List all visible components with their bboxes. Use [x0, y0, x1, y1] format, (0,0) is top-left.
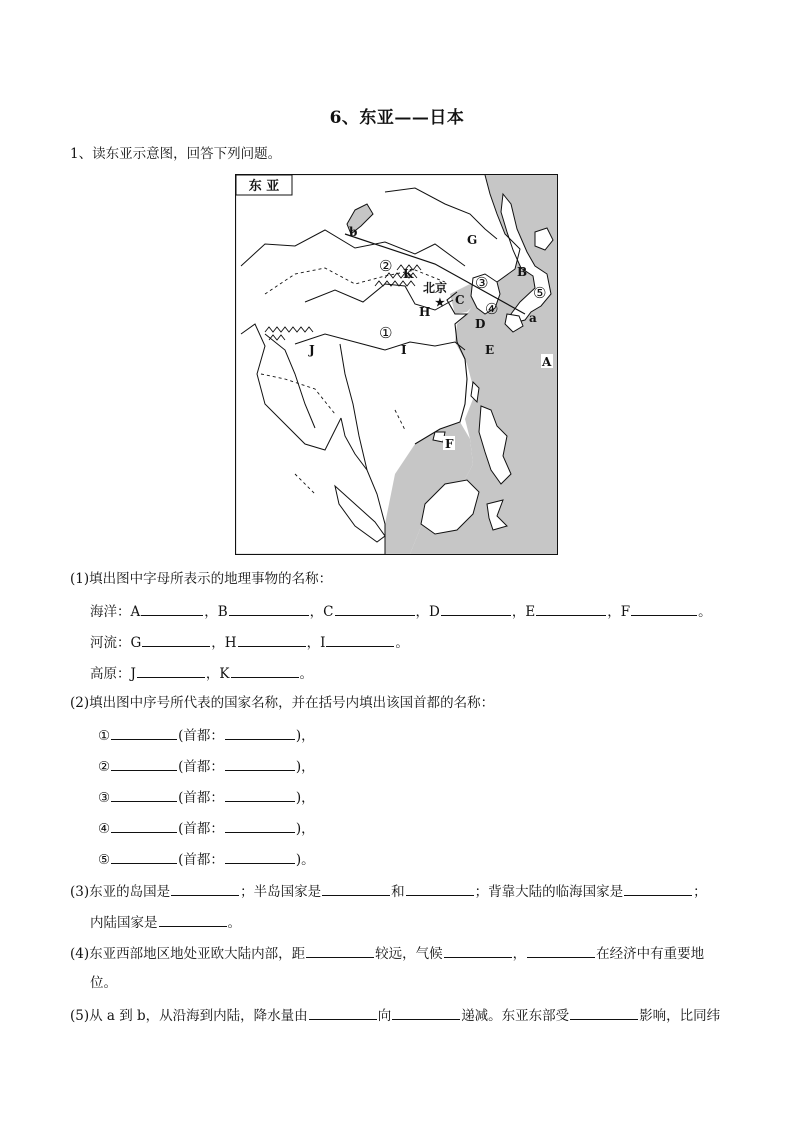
answer-blank[interactable] [441, 601, 511, 616]
answer-blank[interactable] [406, 881, 474, 896]
part-2-stem: (2)填出图中序号所代表的国家名称，并在括号内填出该国首都的名称： [70, 695, 495, 711]
map-circle-2: ② [379, 257, 393, 275]
answer-blank[interactable] [137, 663, 205, 678]
answer-blank[interactable] [141, 601, 203, 616]
city-label-beijing: 北京 [423, 281, 448, 295]
part-2-row-5: ⑤ (首都： )。 [98, 849, 315, 869]
answer-blank[interactable] [309, 1005, 377, 1020]
part-4-line-1: (4)东亚西部地区地处亚欧大陆内部，距 较远，气候 ， 在经济中有重要地 [70, 943, 704, 963]
answer-blank[interactable] [225, 787, 295, 802]
part-1-river-row: 河流：G ，H ，I 。 [90, 632, 409, 652]
part-2-row-1: ① (首都： )， [98, 725, 315, 745]
capital-star-icon: ★ [435, 296, 445, 309]
map-label-J: J [309, 343, 315, 357]
answer-blank[interactable] [631, 601, 697, 616]
answer-blank[interactable] [444, 943, 512, 958]
part-3-line-2: 内陆国家是 。 [90, 912, 241, 932]
part-4-line-2: 位。 [90, 975, 117, 991]
map-label-A: A [542, 355, 552, 369]
part-1-stem: (1)填出图中字母所表示的地理事物的名称： [70, 571, 333, 587]
page-title: 6、东亚——日本 [329, 108, 465, 128]
answer-blank[interactable] [306, 943, 374, 958]
map-label-B: B [517, 265, 528, 279]
answer-blank[interactable] [111, 725, 177, 740]
answer-blank[interactable] [392, 1005, 460, 1020]
map-label-G: G [467, 233, 478, 247]
map-circle-5: ⑤ [533, 284, 547, 302]
answer-blank[interactable] [536, 601, 606, 616]
answer-blank[interactable] [624, 881, 692, 896]
map-circle-1: ① [379, 324, 393, 342]
map-label-F: F [445, 437, 454, 451]
answer-blank[interactable] [231, 663, 299, 678]
answer-blank[interactable] [335, 601, 415, 616]
part-2-row-2: ② (首都： )， [98, 756, 315, 776]
answer-blank[interactable] [171, 881, 239, 896]
map-label-D: D [475, 317, 486, 331]
answer-blank[interactable] [326, 632, 394, 647]
map-circle-3: ③ [475, 274, 489, 292]
answer-blank[interactable] [225, 725, 295, 740]
answer-blank[interactable] [229, 601, 309, 616]
ocean-label: 海洋： [90, 604, 131, 620]
map-label-I: I [401, 343, 407, 357]
map-caption: 东 亚 [248, 179, 280, 194]
answer-blank[interactable] [322, 881, 390, 896]
part-2-row-4: ④ (首都： )， [98, 818, 315, 838]
part-2-row-3: ③ (首都： )， [98, 787, 315, 807]
map-label-H: H [419, 305, 431, 319]
question-stem: 1、读东亚示意图，回答下列问题。 [70, 146, 282, 162]
answer-blank[interactable] [111, 849, 177, 864]
answer-blank[interactable] [111, 787, 177, 802]
answer-blank[interactable] [142, 632, 210, 647]
answer-blank[interactable] [527, 943, 595, 958]
map-label-C: C [455, 293, 465, 307]
map-circle-4: ④ [485, 300, 499, 318]
answer-blank[interactable] [111, 818, 177, 833]
map-label-E: E [485, 343, 495, 357]
part-1-ocean-row: 海洋：A ，B ，C ，D ，E ，F 。 [90, 601, 712, 621]
answer-blank[interactable] [225, 756, 295, 771]
answer-blank[interactable] [570, 1005, 638, 1020]
answer-blank[interactable] [159, 912, 227, 927]
map-label-K: K [403, 267, 414, 281]
east-asia-map [235, 174, 558, 555]
map-label-b: b [349, 225, 358, 239]
answer-blank[interactable] [225, 849, 295, 864]
part-1-plateau-row: 高原：J ，K 。 [90, 663, 313, 683]
answer-blank[interactable] [225, 818, 295, 833]
map-label-a: a [529, 311, 537, 325]
part-5-line-1: (5)从 a 到 b，从沿海到内陆，降水量由 向 递减。东亚东部受 影响，比同纬 [70, 1005, 720, 1025]
answer-blank[interactable] [111, 756, 177, 771]
answer-blank[interactable] [238, 632, 306, 647]
part-3-line-1: (3)东亚的岛国是 ；半岛国家是 和 ；背靠大陆的临海国家是 ； [70, 881, 707, 901]
